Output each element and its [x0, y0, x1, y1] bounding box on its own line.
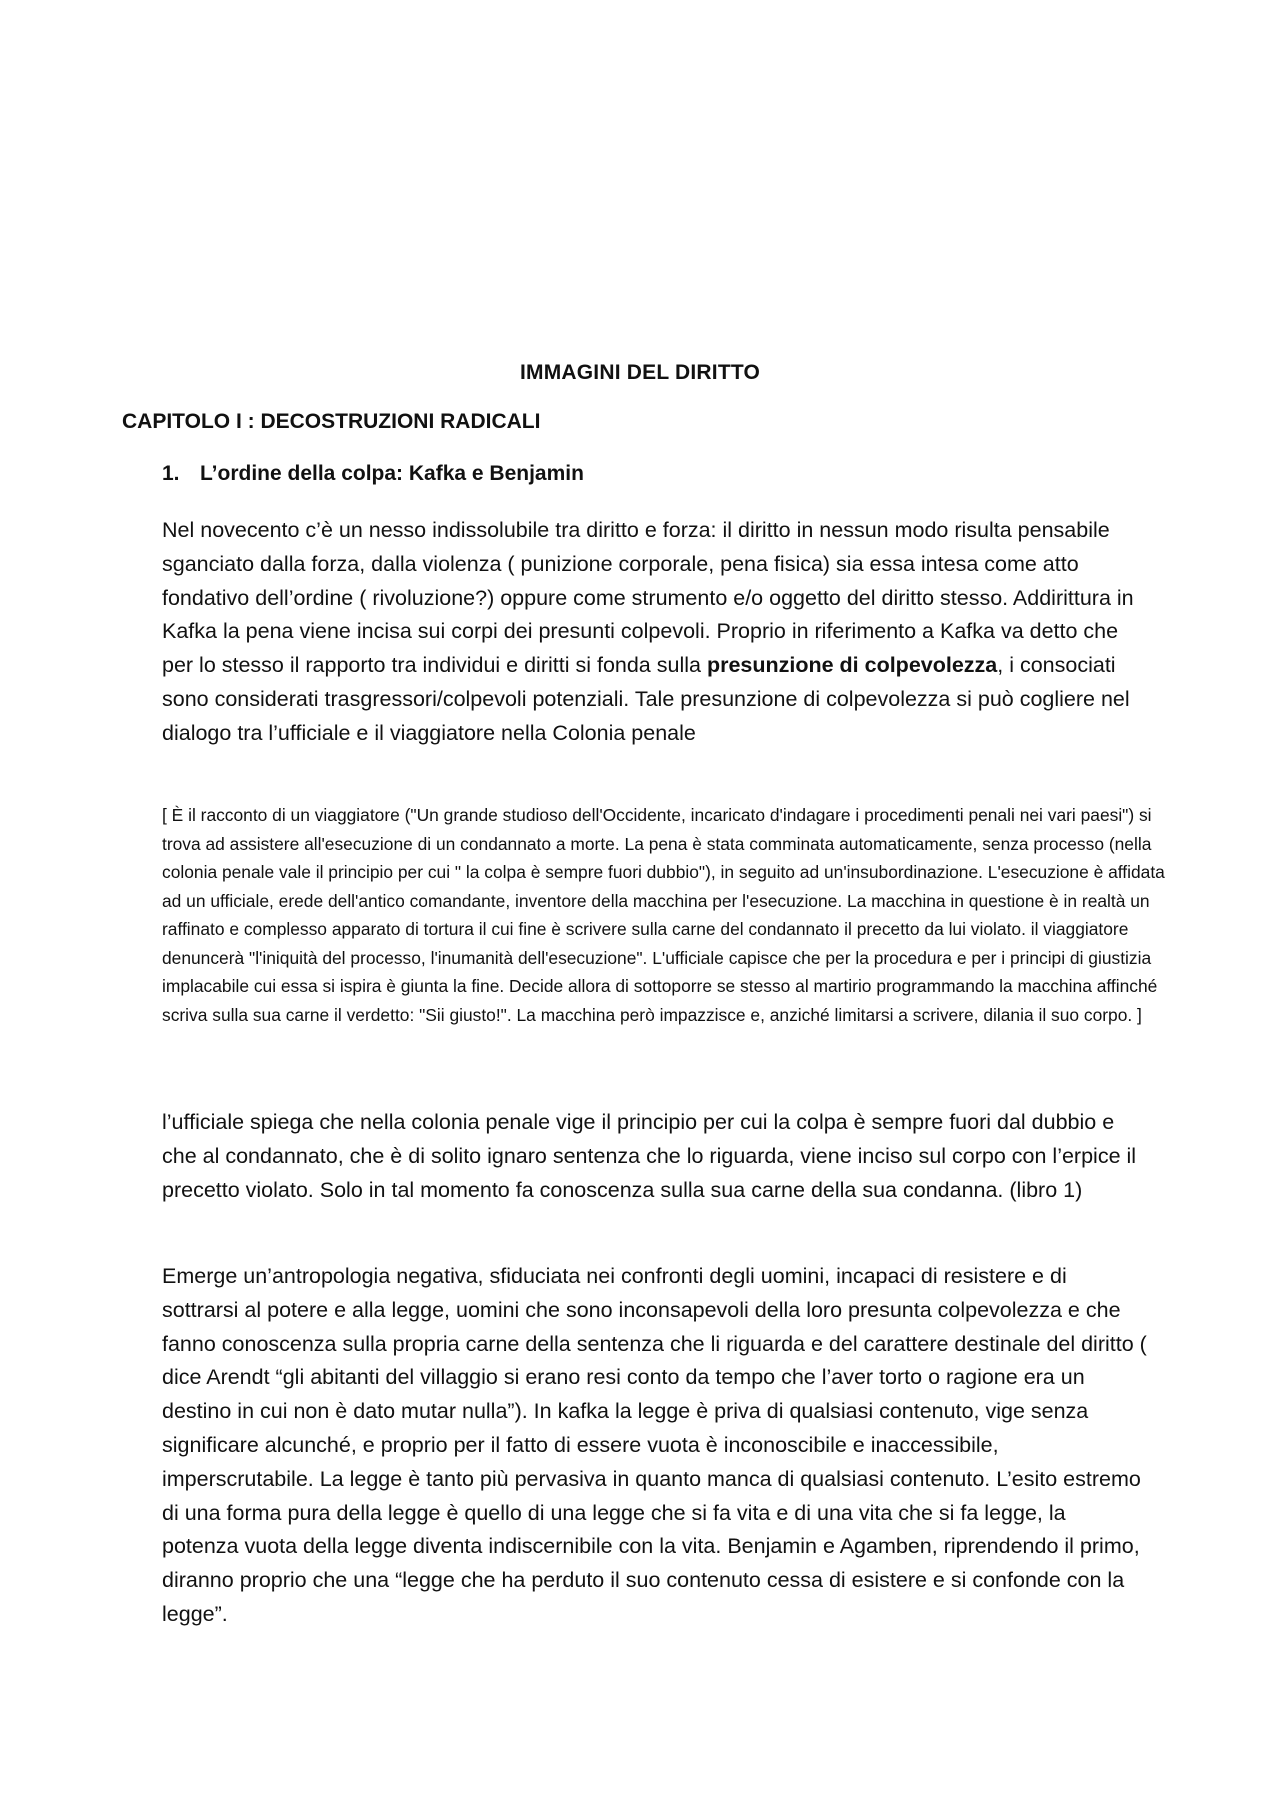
paragraph-officer: l’ufficiale spiega che nella colonia penale vige il principio per cui la colpa è sempre fuori dal dubbio e che al condannato, che è di solito ignaro sentenza che lo riguarda, viene inciso sul corpo con l’erpice il precetto violato. Solo in tal momento fa conoscenza sulla sua carne della sua condanna. (libro 1) [162, 1110, 1137, 1202]
chapter-title: CAPITOLO I : DECOSTRUZIONI RADICALI [122, 410, 541, 433]
paragraph-intro [162, 514, 1147, 751]
paragraph-intro-text-end: , i consociati sono considerati trasgressori/colpevoli potenziali. Tale presunzione di colpevolezza si può cogliere nel dialogo tra l’ufficiale e il viaggiatore nella Colonia penale [162, 653, 1130, 745]
document-title: IMMAGINI DEL DIRITTO [519, 361, 761, 384]
section-number: 1. [162, 462, 180, 485]
paragraph-intro-text: Nel novecento c’è un nesso indissolubile tra diritto e forza: il diritto in nessun modo risulta pensabile sganciato dalla forza, dalla violenza ( punizione corporale, pena fisica) sia essa intesa come atto fondativo dell’ordine ( rivoluzione?) oppure come strumento e/o oggetto del diritto stesso. Addirittura in Kafka la pena viene incisa sui corpi dei presunti colpevoli. Proprio in riferimento a Kafka va detto che per lo stesso il rapporto tra individui e diritti si fonda sulla [162, 518, 1134, 678]
section-heading [162, 462, 584, 486]
quote-block: [ È il racconto di un viaggiatore ("Un grande studioso dell'Occidente, incaricato d'indagare i procedimenti penali nei vari paesi") si trova ad assistere all'esecuzione di un condannato a morte. La pena è stata comminata automaticamente, senza processo (nella colonia penale vale il principio per cui " la colpa è sempre fuori dubbio"), in seguito ad un'insubordinazione. L'esecuzione è affidata ad un ufficiale, erede dell'antico comandante, inventore della macchina per l'esecuzione. La macchina in questione è in realtà un raffinato e complesso apparato di tortura il cui fine è scrivere sulla carne del condannato il precetto da lui violato. il viaggiatore denuncerà "l'iniquità del processo, l'inumanità dell'esecuzione". L'ufficiale capisce che per la procedura e per i principi di giustizia implacabile cui essa si ispira è giunta la fine. Decide allora di sottoporre se stesso al martirio programmando la macchina affinché scriva sulla sua carne il verdetto: "Sii giusto!". La macchina però impazzisce e, anziché limitarsi a scrivere, dilania il suo corpo. ] [162, 805, 1165, 1025]
paragraph-anthropology: Emerge un’antropologia negativa, sfiduciata nei confronti degli uomini, incapaci di resistere e di sottrarsi al potere e alla legge, uomini che sono inconsapevoli della loro presunta colpevolezza e che fanno conoscenza sulla propria carne della sentenza che li riguarda e del carattere destinale del diritto ( dice Arendt “gli abitanti del villaggio si erano resi conto da tempo che l’aver torto o ragione era un destino in cui non è dato mutar nulla”). In kafka la legge è priva di qualsiasi contenuto, vige senza significare alcunché, e proprio per il fatto di essere vuota è inconoscibile e inaccessibile, imperscrutabile. La legge è tanto più pervasiva in quanto manca di qualsiasi contenuto. L’esito estremo di una forma pura della legge è quello di una legge che si fa vita e di una vita che si fa legge, la potenza vuota della legge diventa indiscernibile con la vita. Benjamin e Agamben, riprendendo il primo, diranno proprio che una “legge che ha perduto il suo contenuto cessa di esistere e si confonde con la legge”. [162, 1264, 1147, 1626]
section-title: L’ordine della colpa: Kafka e Benjamin [200, 462, 584, 485]
bold-term: presunzione di colpevolezza [706, 653, 998, 678]
